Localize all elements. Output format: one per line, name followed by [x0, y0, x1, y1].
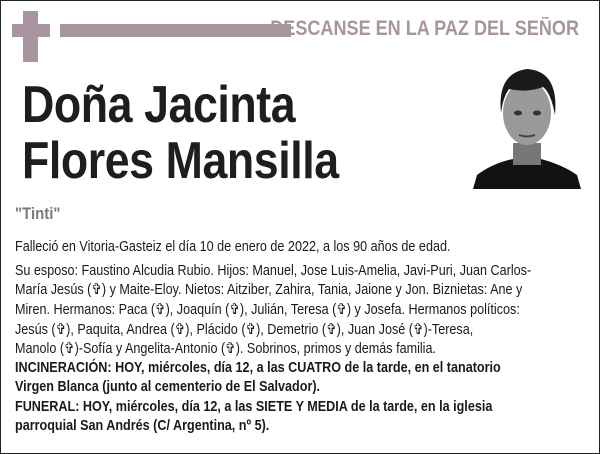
cremation-line: Virgen Blanca (junto al cementerio de El Salvador). — [15, 378, 321, 395]
deceased-name-line2: Flores Mansilla — [22, 132, 339, 190]
family-line: Su esposo: Faustino Alcudia Rubio. Hijos: Manuel, Jose Luis-Amelia, Javi-Puri, Juan Carlos- — [15, 262, 532, 279]
funeral-line: FUNERAL: HOY, miércoles, día 12, a las SIETE Y MEDIA de la tarde, en la iglesia — [15, 398, 493, 415]
funeral-line: parroquial San Andrés (C/ Argentina, nº 5). — [15, 417, 270, 434]
header-divider-bar — [60, 24, 291, 37]
nickname: "Tinti" — [15, 204, 61, 223]
portrait-icon — [473, 63, 581, 189]
death-info: Falleció en Vitoria-Gasteiz el día 10 de enero de 2022, a los 90 años de edad. — [15, 238, 451, 255]
portrait-photo — [473, 63, 581, 189]
family-line: Jesús (✞), Paquita, Andrea (✞), Plácido (✞), Demetrio (✞), Juan José (✞)-Teresa, — [15, 321, 474, 338]
header-title: DESCANSE EN LA PAZ DEL SEÑOR — [270, 17, 579, 40]
cremation-line: INCINERACIÓN: HOY, miércoles, día 12, a las CUATRO de la tarde, en el tanatorio — [15, 359, 501, 376]
family-line: Manolo (✞)-Sofía y Angelita-Antonio (✞). Sobrinos, primos y demás familia. — [15, 340, 436, 357]
deceased-name-line1: Doña Jacinta — [22, 76, 296, 134]
family-line: Miren. Hermanos: Paca (✞), Joaquín (✞), Julián, Teresa (✞) y Josefa. Hermanos políticos: — [15, 301, 520, 318]
cross-icon-arm — [12, 24, 50, 37]
family-line: María Jesús (✞) y Maite-Eloy. Nietos: Aitziber, Zahira, Tania, Jaione y Jon. Biznietas: Ane y — [15, 281, 523, 298]
